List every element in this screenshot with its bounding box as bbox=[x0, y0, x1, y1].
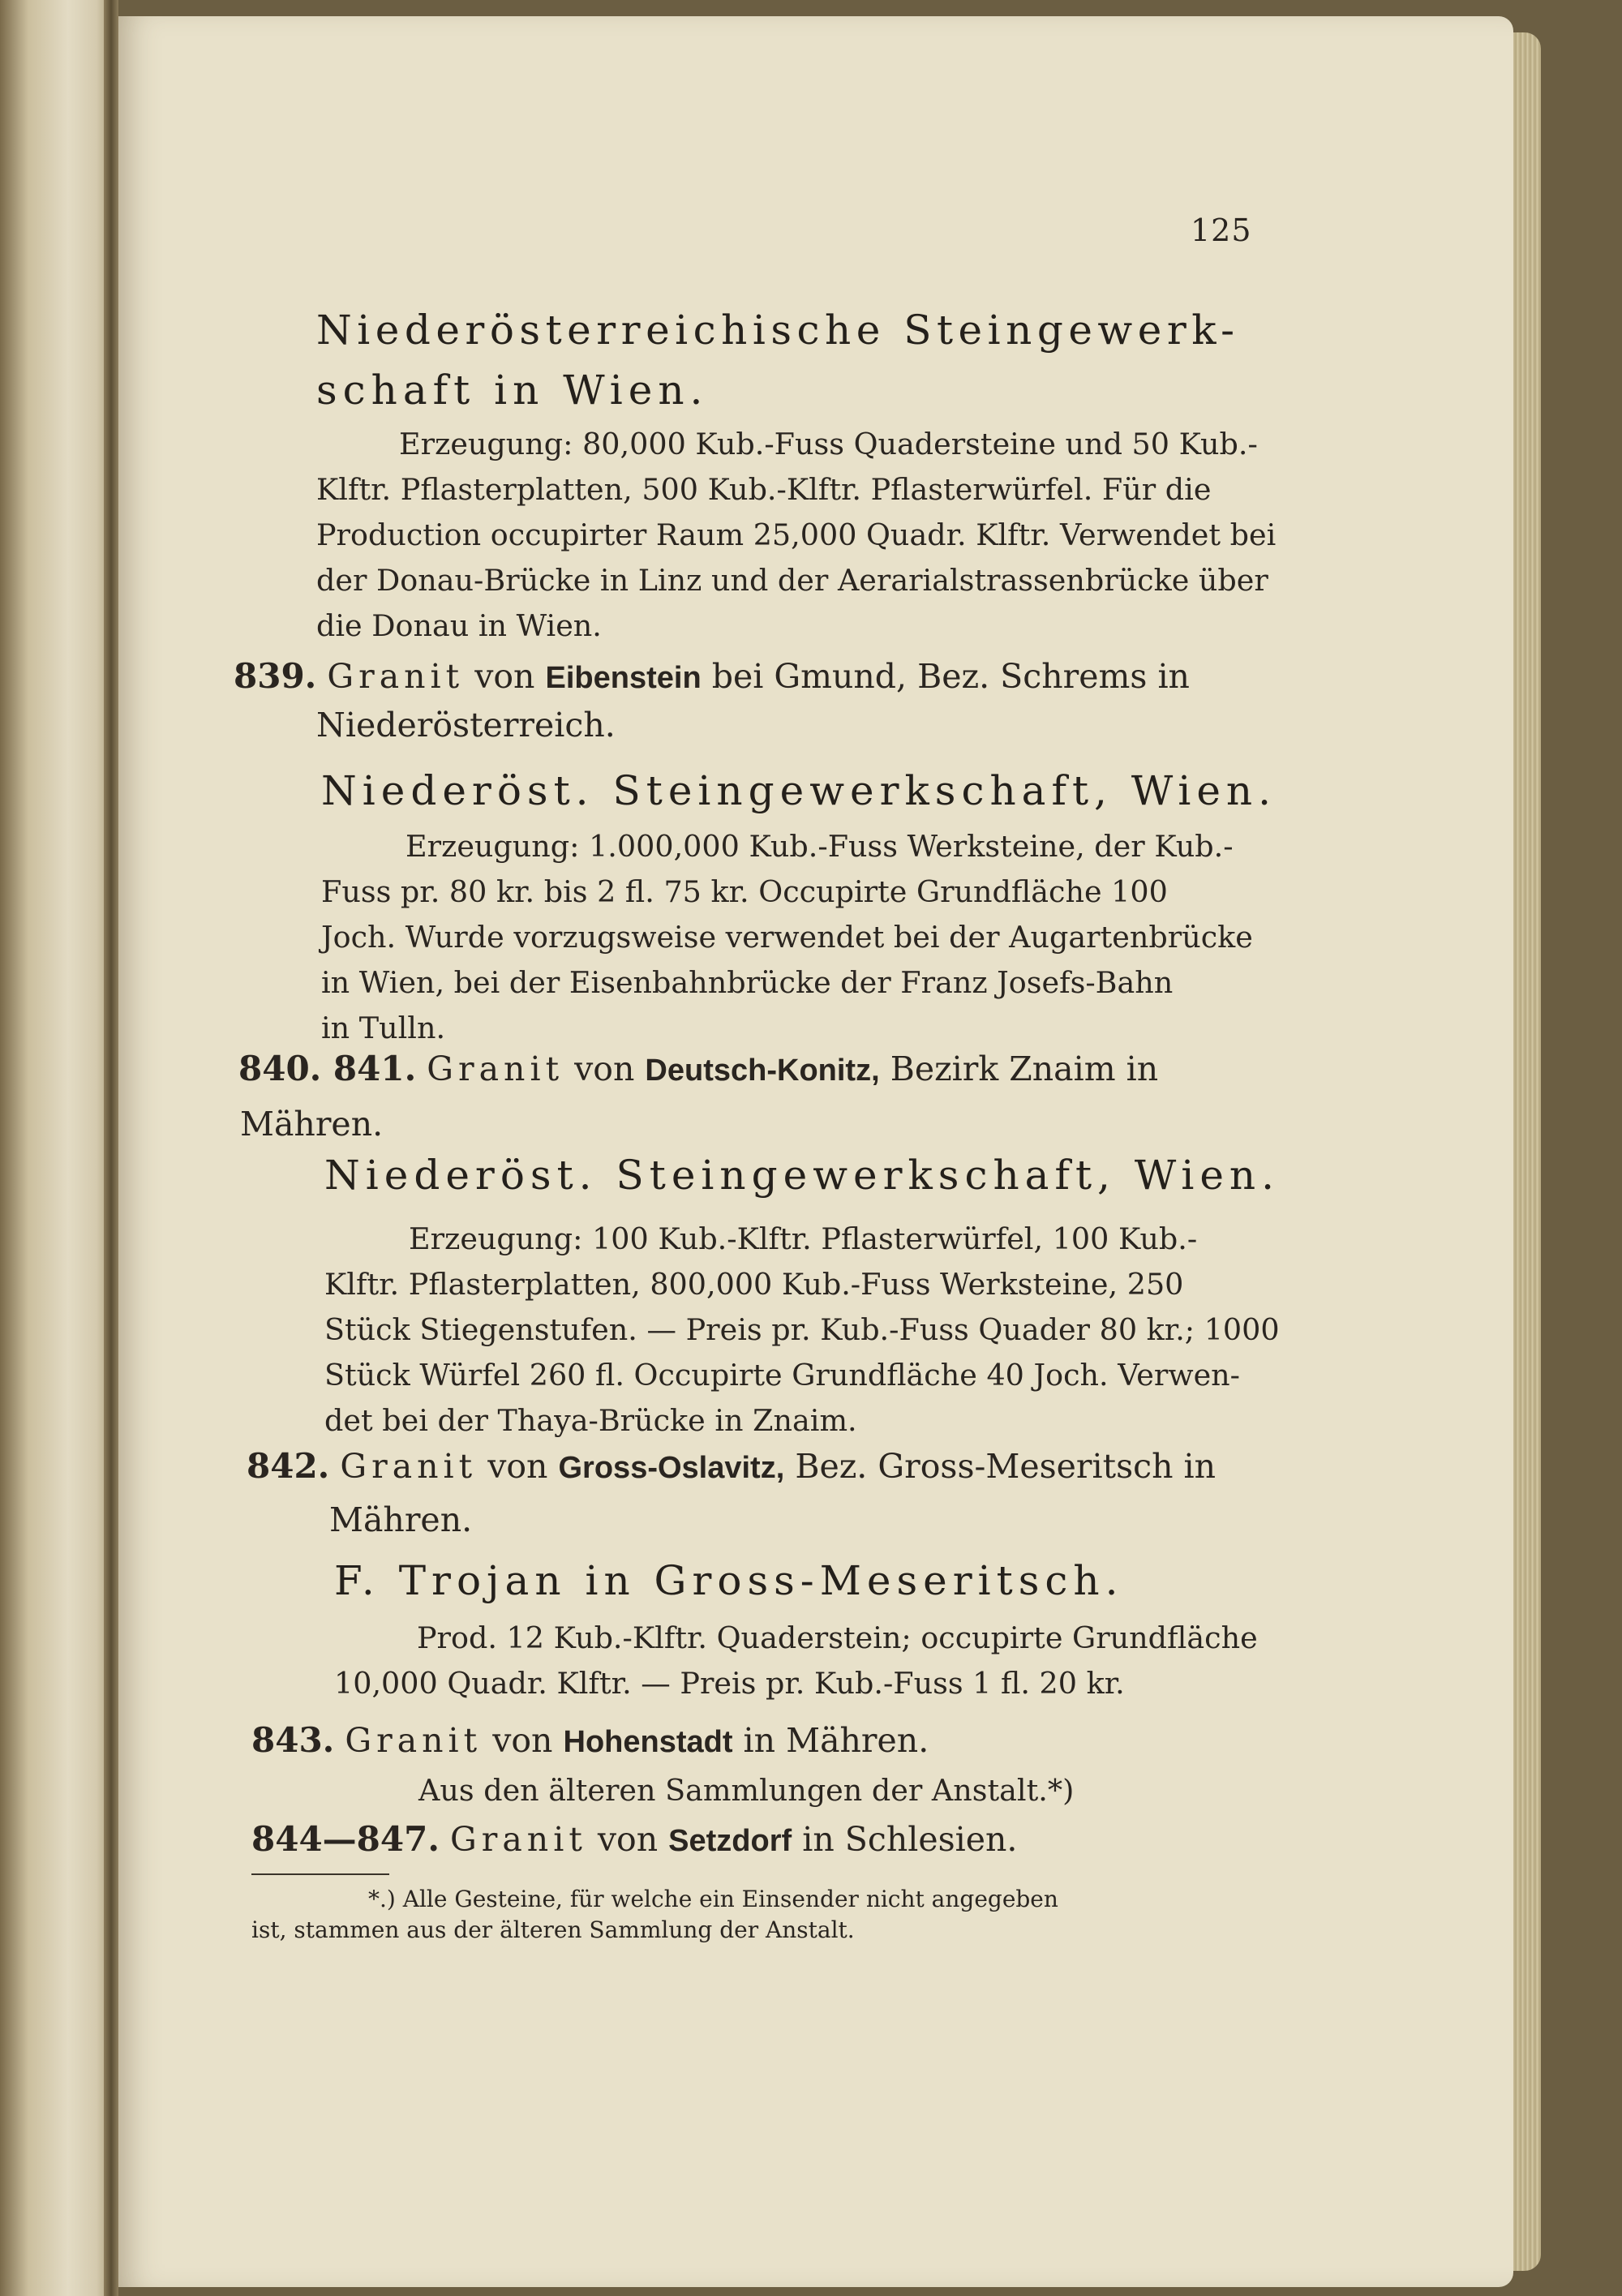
body-line: der Donau-Brücke in Linz und der Aerarialstrassenbrücke über bbox=[316, 563, 1268, 598]
page-number: 125 bbox=[1191, 212, 1252, 248]
entry-rest: Bez. Gross-Meseritsch in bbox=[795, 1447, 1216, 1486]
entry-number: 843. bbox=[251, 1720, 335, 1760]
body-line: Joch. Wurde vorzugsweise verwendet bei der Augartenbrücke bbox=[321, 920, 1253, 955]
footnote-line: ist, stammen aus der älteren Sammlung der Anstalt. bbox=[251, 1916, 855, 1943]
entry-continuation: Mähren. bbox=[329, 1500, 473, 1539]
catalog-entry-839 bbox=[234, 654, 1190, 701]
body-line: die Donau in Wien. bbox=[316, 608, 602, 643]
entry-word: Granit bbox=[427, 1049, 564, 1088]
entry-pre: von bbox=[492, 1721, 553, 1760]
catalog-entry-843 bbox=[251, 1718, 929, 1765]
section-heading: Niederöst. Steingewerkschaft, Wien. bbox=[324, 1152, 1281, 1199]
source-note: Aus den älteren Sammlungen der Anstalt.*) bbox=[418, 1773, 1075, 1808]
section-heading: F. Trojan in Gross-Meseritsch. bbox=[334, 1557, 1124, 1604]
book-gutter bbox=[104, 0, 118, 2296]
entry-number: 840. 841. bbox=[238, 1049, 417, 1088]
body-line: in Tulln. bbox=[321, 1011, 446, 1045]
entry-place: Setzdorf bbox=[668, 1824, 792, 1858]
footnote-line: *.) Alle Gesteine, für welche ein Einsender nicht angegeben bbox=[368, 1886, 1058, 1912]
page-stack-edge bbox=[1508, 32, 1541, 2271]
body-line: Stück Würfel 260 fl. Occupirte Grundfläche 40 Joch. Verwen- bbox=[324, 1358, 1241, 1393]
entry-continuation: Mähren. bbox=[240, 1105, 384, 1144]
facing-page-edge bbox=[0, 0, 114, 2296]
body-line: Erzeugung: 1.000,000 Kub.-Fuss Werksteine, der Kub.- bbox=[406, 829, 1234, 864]
entry-place: Hohenstadt bbox=[563, 1725, 733, 1759]
body-line: Erzeugung: 80,000 Kub.-Fuss Quadersteine und 50 Kub.- bbox=[399, 427, 1258, 461]
body-line: Klftr. Pflasterplatten, 500 Kub.-Klftr. Pflasterwürfel. Für die bbox=[316, 472, 1212, 507]
entry-rest: in Schlesien. bbox=[802, 1820, 1018, 1859]
body-line: Fuss pr. 80 kr. bis 2 fl. 75 kr. Occupirte Grundfläche 100 bbox=[321, 874, 1168, 909]
entry-rest: bei Gmund, Bez. Schrems in bbox=[711, 657, 1190, 696]
entry-number: 842. bbox=[247, 1446, 330, 1486]
body-line: Klftr. Pflasterplatten, 800,000 Kub.-Fuss Werksteine, 250 bbox=[324, 1267, 1184, 1302]
body-line: det bei der Thaya-Brücke in Znaim. bbox=[324, 1403, 857, 1438]
entry-pre: von bbox=[574, 1049, 635, 1088]
entry-place: Gross-Oslavitz, bbox=[558, 1451, 785, 1485]
entry-continuation: Niederösterreich. bbox=[316, 706, 616, 745]
body-line: Erzeugung: 100 Kub.-Klftr. Pflasterwürfel, 100 Kub.- bbox=[409, 1221, 1198, 1256]
body-line: Prod. 12 Kub.-Klftr. Quaderstein; occupirte Grundfläche bbox=[417, 1620, 1258, 1655]
entry-place: Deutsch-Konitz, bbox=[645, 1054, 880, 1088]
entry-word: Granit bbox=[345, 1721, 483, 1760]
catalog-entry-840-841 bbox=[238, 1046, 1158, 1093]
entry-pre: von bbox=[487, 1447, 548, 1486]
entry-number: 844—847. bbox=[251, 1819, 440, 1859]
entry-word: Granit bbox=[327, 657, 465, 696]
section-heading: Niederösterreichische Steingewerk- bbox=[316, 307, 1240, 354]
entry-number: 839. bbox=[234, 656, 317, 696]
body-line: Production occupirter Raum 25,000 Quadr. Klftr. Verwendet bei bbox=[316, 517, 1277, 552]
entry-place: Eibenstein bbox=[545, 661, 702, 695]
catalog-entry-844-847 bbox=[251, 1817, 1017, 1864]
body-line: 10,000 Quadr. Klftr. — Preis pr. Kub.-Fuss 1 fl. 20 kr. bbox=[334, 1666, 1125, 1701]
body-line: Stück Stiegenstufen. — Preis pr. Kub.-Fuss Quader 80 kr.; 1000 bbox=[324, 1312, 1280, 1347]
catalog-entry-842 bbox=[247, 1444, 1216, 1491]
section-heading: Niederöst. Steingewerkschaft, Wien. bbox=[321, 767, 1277, 814]
entry-pre: von bbox=[597, 1820, 659, 1859]
entry-word: Granit bbox=[340, 1447, 478, 1486]
footnote-rule bbox=[251, 1873, 389, 1875]
entry-pre: von bbox=[474, 657, 535, 696]
entry-rest: in Mähren. bbox=[743, 1721, 929, 1760]
body-line: in Wien, bei der Eisenbahnbrücke der Franz Josefs-Bahn bbox=[321, 965, 1174, 1000]
entry-word: Granit bbox=[450, 1820, 587, 1859]
entry-rest: Bezirk Znaim in bbox=[890, 1049, 1159, 1088]
section-heading-cont: schaft in Wien. bbox=[316, 367, 709, 414]
